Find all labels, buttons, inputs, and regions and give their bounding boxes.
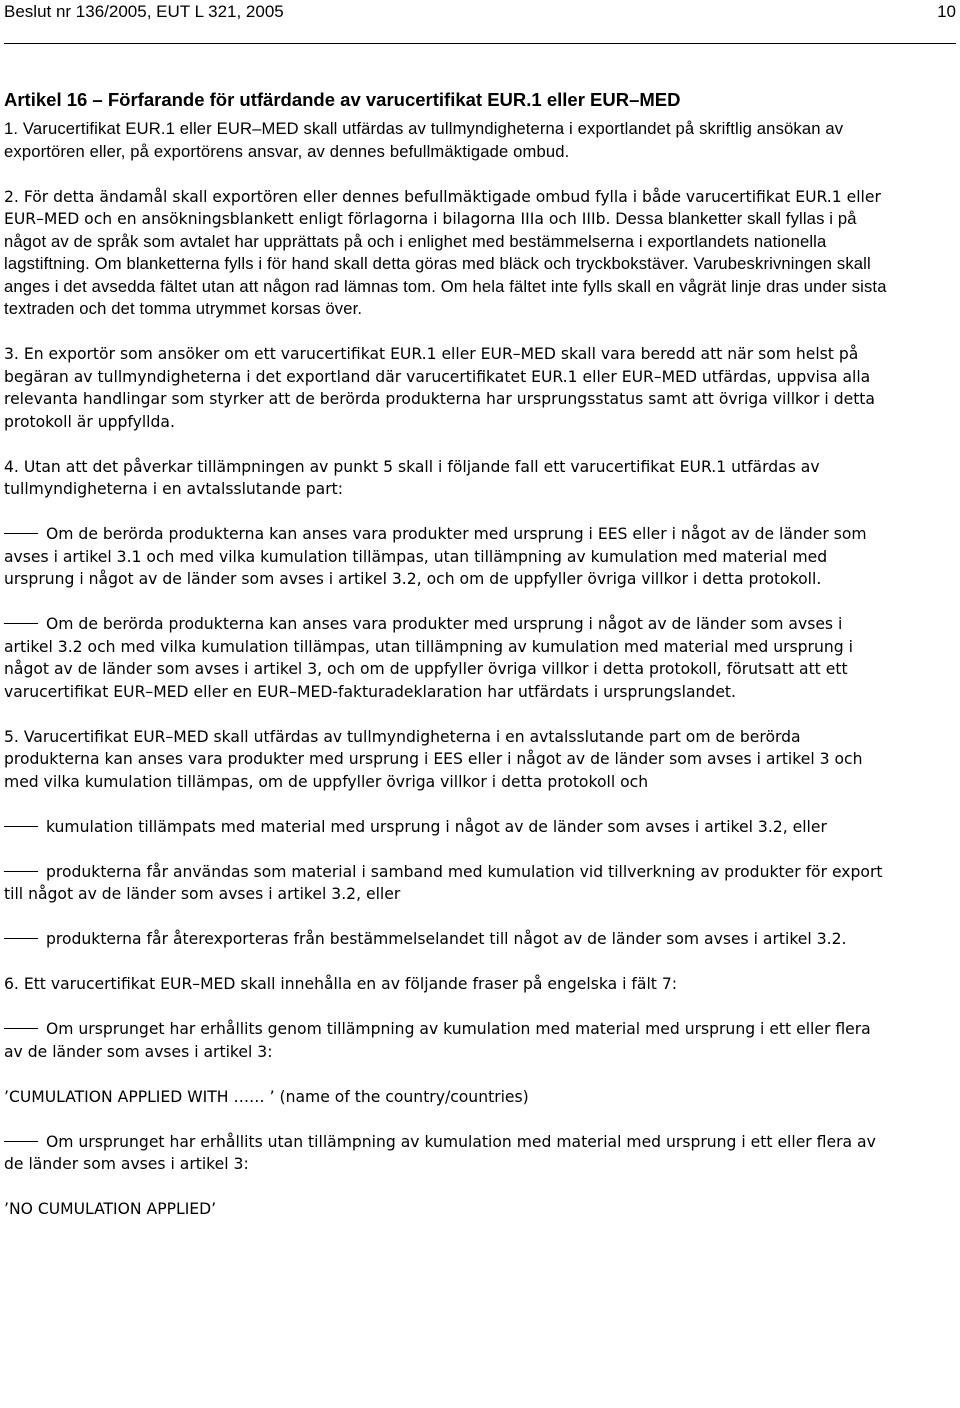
paragraph-6: 6. Ett varucertifikat EUR–MED skall innehålla en av följande fraser på engelska i fält 7: [4, 975, 678, 993]
paragraph-1: 1. Varucertifikat EUR.1 eller EUR–MED skall utfärdas av tullmyndigheterna i exportlandet på skriftlig ansökan av exportören eller, på exportörens ansvar, av dennes befullmäktigade ombud. [4, 119, 844, 161]
em-dash-icon [4, 623, 38, 624]
header-divider [4, 43, 956, 44]
em-dash-icon [4, 1141, 38, 1142]
paragraph-4: 4. Utan att det påverkar tillämpningen av punkt 5 skall i följande fall ett varucertifikat EUR.1 utfärdas av tullmyndigheterna i en avtalsslutande part: [4, 457, 820, 498]
paragraph-5-item-3 [4, 928, 894, 951]
em-dash-icon [4, 938, 38, 939]
paragraph-5: 5. Varucertifikat EUR–MED skall utfärdas av tullmyndigheterna i en avtalsslutande part om de berörda produkterna kan anses vara produkter med ursprung i EES eller i något av de länder som avses i artikel 3 och med vilka kumulation tillämpas, om de uppfyller övriga villkor i detta protokoll och [4, 727, 863, 791]
em-dash-icon [4, 533, 38, 534]
paragraph-2-part-b: Dessa blanketter skall fyllas i på något av de språk som avtalet har upprättats på och i enlighet med bestämmelserna i exportlandets nationella lagstiftning. Om blanketterna fylls i för hand skall detta göras med bläck och tryckbokstäver. Varubeskrivningen skall anges i det avsedda fältet utan att någon rad lämnas tom. Om hela fältet inte fylls skall en vågrät linje dras under sista textraden och det tomma utrymmet korsas över. [4, 209, 887, 318]
em-dash-icon [4, 826, 38, 827]
item-text: Om de berörda produkterna kan anses vara produkter med ursprung i EES eller i något av de länder som avses i artikel 3.1 och med vilka kumulation tillämpas, utan tillämpning av kumulation med material med ursprung i något av de länder som avses i artikel 3.2, och om de uppfyller övriga villkor i detta protokoll. [4, 525, 867, 588]
article-body [4, 118, 894, 1243]
paragraph-4-item-1 [4, 523, 894, 591]
paragraph-5-item-2 [4, 861, 894, 906]
paragraph-2 [4, 186, 894, 321]
item-text: Om de berörda produkterna kan anses vara produkter med ursprung i något av de länder som avses i artikel 3.2 och med vilka kumulation tillämpas, utan tillämpning av kumulation med material med ursprung i något av de länder som avses i artikel 3, och om de uppfyller övriga villkor i detta protokoll, förutsatt att ett varucertifikat EUR–MED eller en EUR–MED-fakturadeklaration har utfärdats i ursprungslandet. [4, 615, 853, 701]
item-text: kumulation tillämpats med material med ursprung i något av de länder som avses i artikel 3.2, eller [46, 817, 827, 836]
item-text: Om ursprunget har erhållits utan tillämpning av kumulation med material med ursprung i ett eller flera av de länder som avses i artikel 3: [4, 1132, 876, 1173]
paragraph-6-phrase-2: ’NO CUMULATION APPLIED’ [4, 1200, 217, 1218]
paragraph-6-item-1 [4, 1018, 894, 1063]
document-reference: Beslut nr 136/2005, EUT L 321, 2005 [4, 2, 284, 21]
paragraph-5-item-1 [4, 816, 894, 839]
paragraph-6-phrase-1: ’CUMULATION APPLIED WITH …… ’ (name of the country/countries) [4, 1087, 529, 1106]
page-header [4, 0, 956, 24]
item-text: Om ursprunget har erhållits genom tillämpning av kumulation med material med ursprung i ett eller flera av de länder som avses i artikel 3: [4, 1020, 871, 1061]
paragraph-2-part-a: 2. För detta ändamål skall exportören eller dennes befullmäktigade ombud fylla i både varucertifikat EUR.1 eller EUR–MED och en ansökningsblankett enligt förlagorna i bilagorna IIIa och IIIb. [4, 187, 881, 228]
page-number: 10 [937, 2, 956, 21]
paragraph-3: 3. En exportör som ansöker om ett varucertifikat EUR.1 eller EUR–MED skall vara beredd att när som helst på begäran av tullmyndigheterna i det exportland där varucertifikatet EUR.1 eller EUR–MED utfärdas, uppvisa alla relevanta handlingar som styrker att de berörda produkterna har ursprungsstatus samt att övriga villkor i detta protokoll är uppfyllda. [4, 345, 875, 431]
em-dash-icon [4, 871, 38, 872]
article-title: Artikel 16 – Förfarande för utfärdande av varucertifikat EUR.1 eller EUR–MED [4, 89, 681, 110]
em-dash-icon [4, 1028, 38, 1029]
paragraph-6-item-2 [4, 1131, 894, 1176]
item-text: produkterna får användas som material i samband med kumulation vid tillverkning av produkter för export till något av de länder som avses i artikel 3.2, eller [4, 862, 883, 903]
item-text: produkterna får återexporteras från bestämmelselandet till något av de länder som avses i artikel 3.2. [46, 930, 847, 948]
paragraph-4-item-2 [4, 613, 894, 703]
